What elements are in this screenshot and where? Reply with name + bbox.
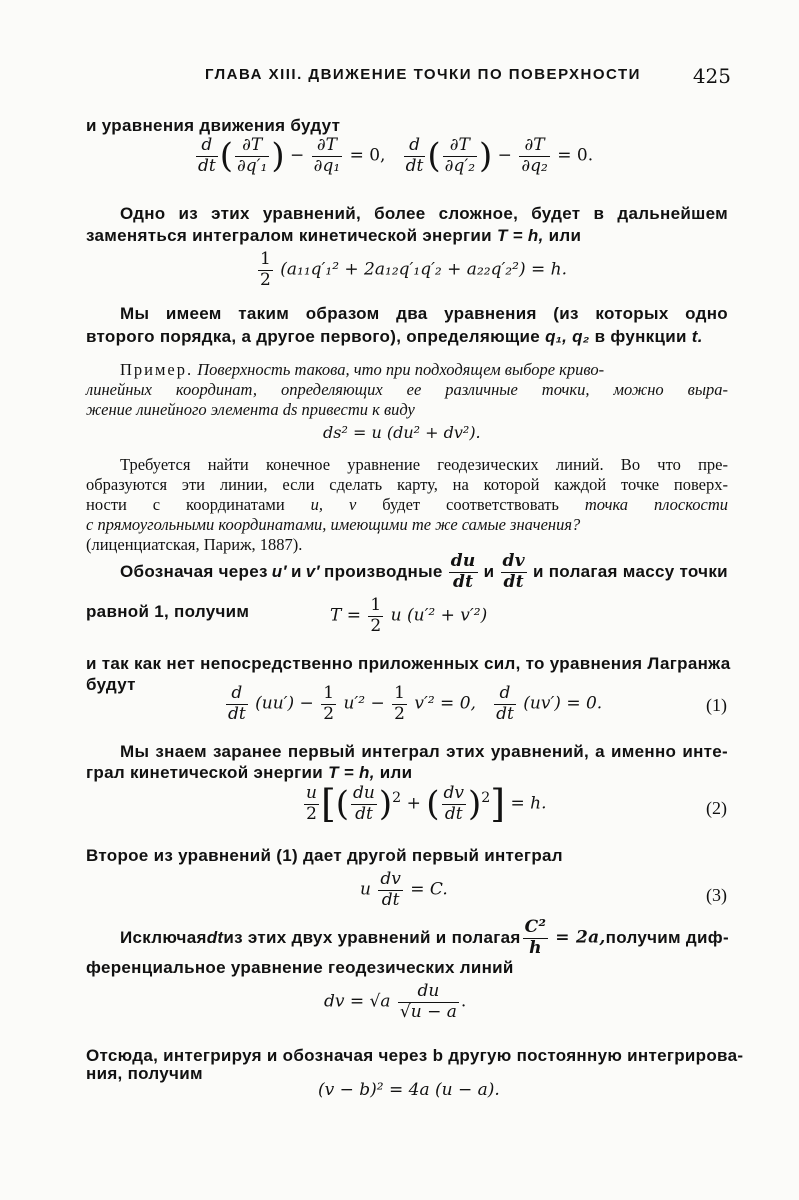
energy-uv: $\frac{u}{2}$ [( $\frac{du}{dt}$ )$^2$ + ( $\frac{dv}{dt}$ )$^2$] = h. [306, 782, 547, 826]
energy-integral: $\frac{1}{2}$ (a₁₁q′₁² + 2a₁₂q′₁q′₂ + a₂₂q′₂²) = h. [260, 249, 567, 290]
lagrange-equations: $\frac{d}{dt}$ ( $\frac{\partial T}{\text{∂q′₁}}$ ) − $\frac{\partial T}{\text{∂q₁}}$ = 0, $\frac{d}{dt}$ ( $\frac{\partial T}{\text{∂q′₂}}$ ) − $\frac{\partial T}{\text{∂q₂}}$ = 0. [198, 135, 594, 177]
lagrange-uv: $\frac{d}{dt}$ (uu′) − $\frac{1}{2}$ u′² − $\frac{1}{2}$ v′² = 0, $\frac{d}{dt}$ (uv′) = 0. [228, 683, 603, 724]
text-line: Одно из этих уравнений, более сложное, будет в дальнейшем [120, 204, 728, 223]
text-line: равной 1, получим [86, 602, 250, 621]
example-line: линейных координат, определяющих ее различные точки, можно выра- [86, 380, 728, 399]
text-line: заменяться интегралом кинетической энергии T = h, или [86, 226, 582, 245]
final-equation: (v − b)² = 4a (u − a). [318, 1080, 500, 1100]
page-number: 425 [692, 64, 731, 88]
equation-number: (2) [706, 798, 727, 818]
text-line: образуются эти линии, если сделать карту, на которой каждой точке поверх- [86, 475, 728, 494]
text-line: ности с координатами u, v будет соответствовать точка плоскости [86, 495, 729, 514]
equation-number: (3) [706, 885, 727, 905]
running-head: ГЛАВА XIII. ДВИЖЕНИЕ ТОЧКИ ПО ПОВЕРХНОСТИ [205, 66, 641, 83]
equation-number: (1) [706, 695, 727, 715]
text-line: с прямоугольными координатами, имеющими те же самые значения? [86, 515, 581, 534]
text-line: Второе из уравнений (1) дает другой первый интеграл [86, 846, 563, 865]
ds-equation: ds² = u (du² + dv²). [323, 423, 481, 442]
text-line: и так как нет непосредственно приложенных сил, то уравнения Лагранжа [86, 654, 731, 673]
text-line: ния, получим [86, 1064, 203, 1083]
text-line: второго порядка, а другое первого), определяющие q₁, q₂ в функции t. [86, 327, 703, 346]
text-line: Отсюда, интегрируя и обозначая через b другую постоянную интегрирова- [86, 1046, 744, 1065]
kinetic-energy: T = $\frac{1}{2}$ u (u′² + v′²) [330, 595, 488, 636]
text-line: и уравнения движения будут [86, 116, 341, 135]
example-line: Пример. Поверхность такова, что при подходящем выборе криво- [120, 360, 605, 379]
text-line: Обозначая через u′ и v′ производные $\frac{du}{dt}$ и $\frac{dv}{dt}$ и полагая массу точки [120, 551, 728, 592]
text-line: Исключая dt из этих двух уравнений и полагая $\frac{\text{C²}}{h}$ = 2a, получим диф- [120, 917, 729, 958]
text-line: Мы имеем таким образом два уравнения (из которых одно [120, 304, 728, 323]
geodesic-equation: dv = √a $\frac{du}{√u - a}$ . [324, 981, 467, 1022]
text-line: ференциальное уравнение геодезических линий [86, 958, 514, 977]
text-line: Требуется найти конечное уравнение геодезических линий. Во что пре- [120, 455, 728, 474]
text-line: Мы знаем заранее первый интеграл этих уравнений, а именно инте- [120, 742, 728, 761]
text-line: (лиценциатская, Париж, 1887). [86, 535, 303, 554]
text-line: будут [86, 675, 136, 694]
first-integral: u $\frac{dv}{dt}$ = C. [360, 869, 448, 910]
example-line: жение линейного элемента ds привести к виду [86, 400, 415, 419]
text-line: грал кинетической энергии T = h, или [86, 763, 413, 782]
